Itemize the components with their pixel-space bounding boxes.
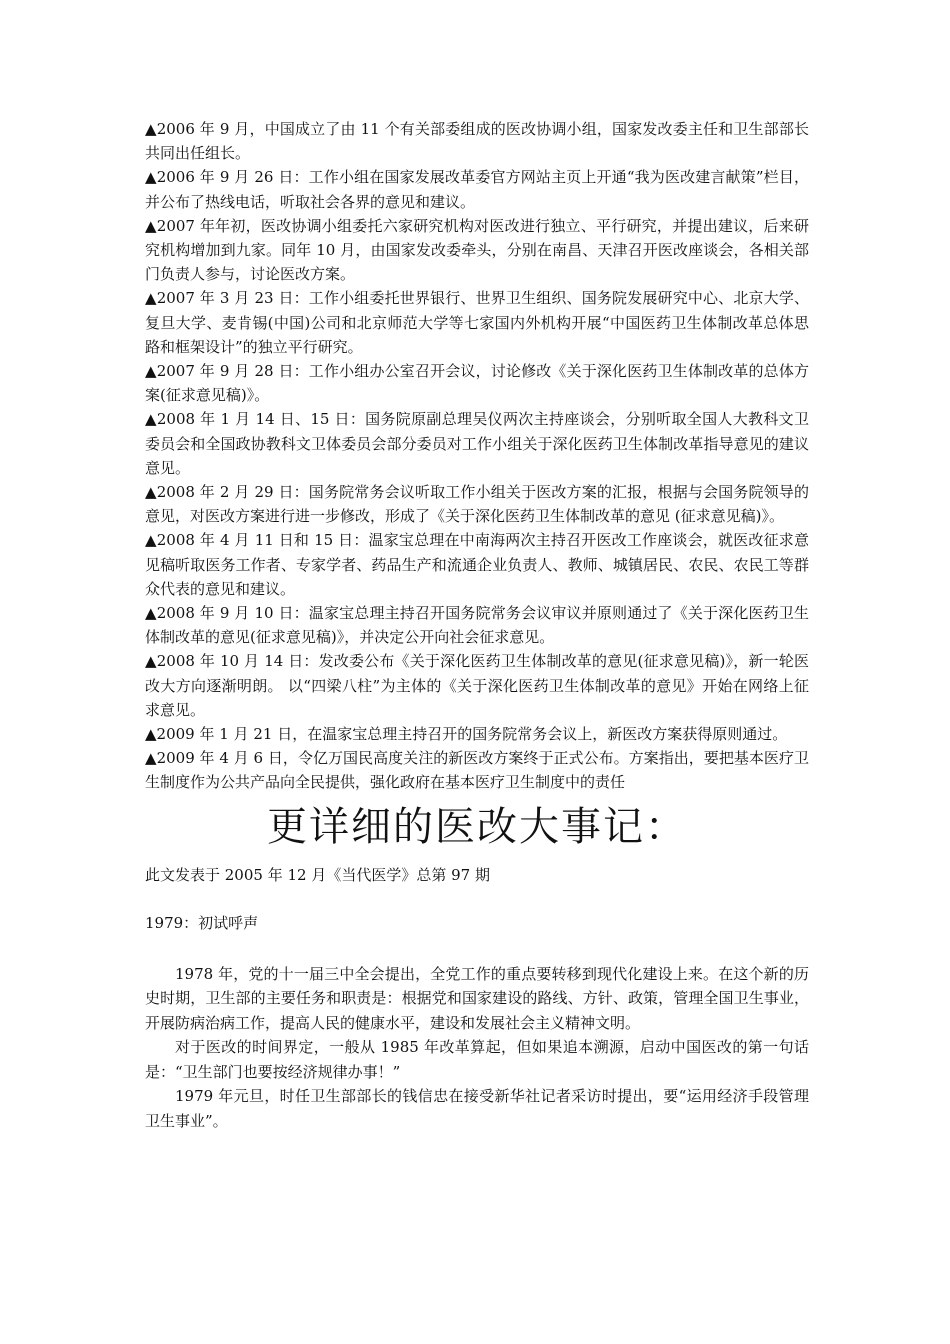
triangle-bullet-icon: ▲ [145,531,157,550]
document-page [145,117,809,1133]
timeline-entry [145,649,809,722]
timeline-entry [145,480,809,528]
timeline-entry-text: 2006 年 9 月，中国成立了由 11 个有关部委组成的医改协调小组，国家发改委主任和卫生部部长共同出任组长。 [145,120,809,163]
timeline-entry-text: 2006 年 9 月 26 日：工作小组在国家发展改革委官方网站主页上开通“我为医改建言献策”栏目，并公布了热线电话，听取社会各界的意见和建议。 [145,168,809,211]
section-title: 更详细的医改大事记： [267,803,687,850]
triangle-bullet-icon: ▲ [145,120,157,138]
triangle-bullet-icon: ▲ [145,725,157,744]
body-text [145,962,809,1134]
triangle-bullet-icon: ▲ [145,749,157,768]
timeline-entry [145,601,809,649]
triangle-bullet-icon: ▲ [145,168,157,187]
year-heading: 1979：初试呼声 [145,913,259,932]
timeline-entry-text: 2008 年 10 月 14 日：发改委公布《关于深化医药卫生体制改革的意见(征求意见稿)》，新一轮医改大方向逐渐明朗。 以“四梁八柱”为主体的《关于深化医药卫生体制改革的意见》开始在网络上征求意见。 [145,652,809,719]
triangle-bullet-icon: ▲ [145,652,157,671]
timeline-entry [145,407,809,480]
timeline-entry-text: 2007 年年初，医改协调小组委托六家研究机构对医改进行独立、平行研究，并提出建议，后来研究机构增加到九家。同年 10 月，由国家发改委牵头，分别在南昌、天津召开医改座谈会，各相关部门负责人参与，讨论医改方案。 [145,216,809,284]
timeline-entry-text: 2009 年 1 月 21 日，在温家宝总理主持召开的国务院常务会议上，新医改方案获得原则通过。 [156,725,788,744]
timeline-entry [145,117,809,165]
timeline-entry-text: 2007 年 3 月 23 日：工作小组委托世界银行、世界卫生组织、国务院发展研究中心、北京大学、复旦大学、麦肯锡(中国)公司和北京师范大学等七家国内外机构开展“中国医药卫生体制改革总体思路和框架设计”的独立平行研究。 [145,289,809,356]
triangle-bullet-icon: ▲ [145,289,157,308]
triangle-bullet-icon: ▲ [145,216,157,235]
timeline-entry-text: 2008 年 2 月 29 日：国务院常务会议听取工作小组关于医改方案的汇报，根据与会国务院领导的意见，对医改方案进行进一步修改，形成了《关于深化医药卫生体制改革的意见 (征求意见稿)》。 [145,483,809,526]
timeline-entry [145,746,809,794]
timeline-entry-text: 2007 年 9 月 28 日：工作小组办公室召开会议，讨论修改《关于深化医药卫生体制改革的总体方案(征求意见稿)》。 [145,362,809,405]
timeline-entry [145,214,809,287]
triangle-bullet-icon: ▲ [145,604,157,623]
timeline-entry-text: 2008 年 4 月 11 日和 15 日：温家宝总理在中南海两次主持召开医改工作座谈会，就医改征求意见稿听取医务工作者、专家学者、药品生产和流通企业负责人、教师、城镇居民、农民、农民工等群众代表的意见和建议。 [145,531,809,598]
triangle-bullet-icon: ▲ [145,483,157,502]
timeline-entry [145,286,809,359]
timeline-entry-text: 2008 年 1 月 14 日、15 日：国务院原副总理吴仪两次主持座谈会，分别听取全国人大教科文卫委员会和全国政协教科文卫体委员会部分委员对工作小组关于深化医药卫生体制改革指导意见的建议意见。 [145,410,809,477]
body-paragraph: 对于医改的时间界定，一般从 1985 年改革算起，但如果追本溯源，启动中国医改的第一句话是：“卫生部门也要按经济规律办事！” [145,1038,809,1081]
timeline-entry-text: 2009 年 4 月 6 日，令亿万国民高度关注的新医改方案终于正式公布。方案指出，要把基本医疗卫生制度作为公共产品向全民提供，强化政府在基本医疗卫生制度中的责任 [145,749,809,792]
publication-info: 此文发表于 2005 年 12 月《当代医学》总第 97 期 [145,865,490,884]
timeline-entry [145,359,809,407]
triangle-bullet-icon: ▲ [145,362,157,381]
timeline-entry-text: 2008 年 9 月 10 日：温家宝总理主持召开国务院常务会议审议并原则通过了《关于深化医药卫生体制改革的意见(征求意见稿)》，并决定公开向社会征求意见。 [145,604,809,647]
timeline-entry [145,165,809,213]
timeline-entry [145,722,809,746]
triangle-bullet-icon: ▲ [145,410,157,429]
body-paragraph: 1979 年元旦，时任卫生部部长的钱信忠在接受新华社记者采访时提出，要“运用经济手段管理卫生事业”。 [145,1087,809,1130]
body-paragraph: 1978 年，党的十一届三中全会提出，全党工作的重点要转移到现代化建设上来。在这个新的历史时期，卫生部的主要任务和职责是：根据党和国家建设的路线、方针、政策，管理全国卫生事业，开展防病治病工作，提高人民的健康水平，建设和发展社会主义精神文明。 [145,964,809,1032]
timeline-entry [145,528,809,601]
timeline-list [145,117,809,795]
